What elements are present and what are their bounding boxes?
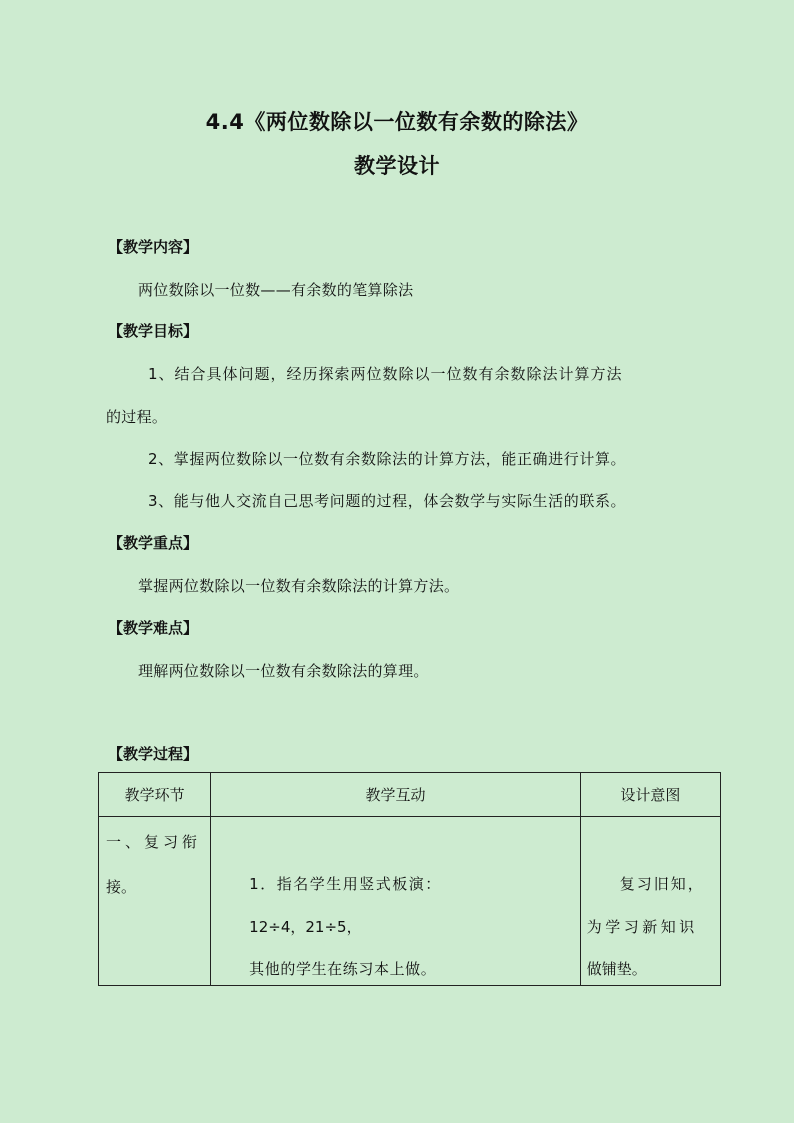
section-heading-difficulty: 【教学难点】 [108, 619, 199, 637]
table-header-cell: 教学环节 [99, 773, 211, 817]
document-title: 4.4《两位数除以一位数有余数的除法》 [205, 110, 589, 134]
table-row [99, 817, 721, 986]
table-header-cell: 设计意图 [580, 773, 720, 817]
objective-item-1-cont: 的过程。 [106, 408, 168, 426]
section-heading-content: 【教学内容】 [108, 238, 199, 256]
activity-cell [211, 817, 581, 986]
activity-line: 12÷4，21÷5， [249, 918, 362, 936]
document-subtitle: 教学设计 [354, 154, 440, 178]
key-point-text: 掌握两位数除以一位数有余数除法的计算方法。 [138, 577, 460, 595]
section-heading-process: 【教学过程】 [108, 745, 199, 763]
step-line: 一、复习衔 [106, 833, 202, 851]
intent-line: 做铺垫。 [586, 960, 647, 978]
table-header-cell: 教学互动 [211, 773, 581, 817]
section-heading-objectives: 【教学目标】 [108, 322, 199, 340]
teaching-process-table [98, 772, 721, 986]
step-line: 接。 [106, 878, 137, 896]
objective-item-1: 1、结合具体问题，经历探索两位数除以一位数有余数除法计算方法 [148, 365, 623, 383]
objective-item-2: 2、掌握两位数除以一位数有余数除法的计算方法，能正确进行计算。 [148, 450, 627, 468]
activity-line: 其他的学生在练习本上做。 [249, 960, 437, 978]
step-cell [99, 817, 211, 986]
intent-line: 复习旧知， [619, 875, 705, 893]
table-header-row [99, 773, 721, 817]
intent-line: 为学习新知识 [586, 918, 698, 936]
section-heading-key-point: 【教学重点】 [108, 534, 199, 552]
intent-cell [580, 817, 720, 986]
objective-item-3: 3、能与他人交流自己思考问题的过程，体会数学与实际生活的联系。 [148, 492, 627, 510]
difficulty-text: 理解两位数除以一位数有余数除法的算理。 [138, 662, 429, 680]
activity-line: 1．指名学生用竖式板演： [249, 875, 442, 893]
content-text: 两位数除以一位数——有余数的笔算除法 [138, 281, 414, 299]
